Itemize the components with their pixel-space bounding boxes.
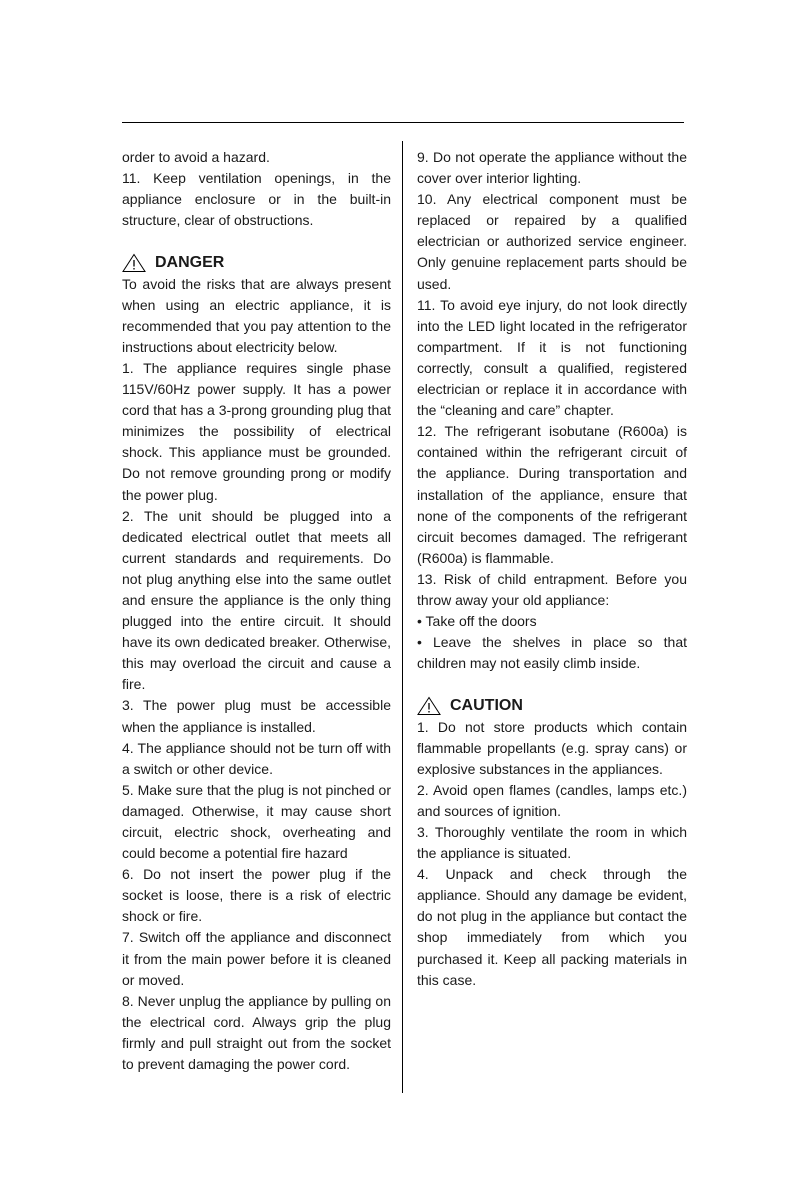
warning-triangle-icon <box>122 253 146 273</box>
paragraph: 4. Unpack and check through the appliance. Should any damage be evident, do not plug in the appliance but contact the shop immediately from which you purchased it. Keep all packing materials in this case. <box>417 866 687 988</box>
top-rule <box>122 122 684 123</box>
caution-heading-text: CAUTION <box>450 697 523 715</box>
column-divider <box>402 141 403 1093</box>
paragraph: 3. The power plug must be accessible when the appliance is installed. <box>122 697 391 735</box>
paragraph: 1. Do not store products which contain flammable propellants (e.g. spray cans) or explosive substances in the appliances. <box>417 718 687 777</box>
paragraph: 11. To avoid eye injury, do not look directly into the LED light located in the refrigerator compartment. If it is not functioning correctly, consult a qualified, registered electrician or replace it in accordance with the “cleaning and care” chapter. <box>417 296 687 419</box>
paragraph: 7. Switch off the appliance and disconnect it from the main power before it is cleaned or moved. <box>122 929 391 988</box>
paragraph: 1. The appliance requires single phase 115V/60Hz power supply. It has a power cord that has a 3-prong grounding plug that minimizes the possibility of electrical shock. This appliance must be grounded. Do not remove grounding prong or modify the power plug. <box>122 359 391 503</box>
left-column <box>122 147 391 1075</box>
bullet-item: • Take off the doors <box>417 613 537 630</box>
paragraph: 3. Thoroughly ventilate the room in which the appliance is situated. <box>417 824 687 862</box>
warning-triangle-icon <box>417 696 441 716</box>
danger-heading-text: DANGER <box>155 254 225 272</box>
bullet-item: • Leave the shelves in place so that children may not easily climb inside. <box>417 634 687 672</box>
paragraph: 5. Make sure that the plug is not pinched or damaged. Otherwise, it may cause short circuit, electric shock, overheating and could become a potential fire hazard <box>122 781 391 862</box>
right-column <box>417 147 687 991</box>
danger-heading <box>122 252 391 273</box>
paragraph: 11. Keep ventilation openings, in the appliance enclosure or in the built-in structure, clear of obstructions. <box>122 170 391 229</box>
paragraph: order to avoid a hazard. <box>122 149 270 165</box>
paragraph: 2. The unit should be plugged into a dedicated electrical outlet that meets all current standards and requirements. Do not plug anything else into the same outlet and ensure the appliance is the only thing plugged into the entire circuit. It should have its own dedicated breaker. Otherwise, this may overload the circuit and cause a fire. <box>122 507 391 693</box>
caution-heading <box>417 695 687 716</box>
paragraph: 8. Never unplug the appliance by pulling on the electrical cord. Always grip the plug firmly and pull straight out from the socket to prevent damaging the power cord. <box>122 992 391 1073</box>
paragraph: 13. Risk of child entrapment. Before you throw away your old appliance: <box>417 570 687 608</box>
paragraph: To avoid the risks that are always present when using an electric appliance, it is recommended that you pay attention to the instructions about electricity below. <box>122 275 391 355</box>
paragraph: 2. Avoid open flames (candles, lamps etc.) and sources of ignition. <box>417 781 687 819</box>
paragraph: 12. The refrigerant isobutane (R600a) is contained within the refrigerant circuit of the appliance. During transportation and installation of the appliance, ensure that none of the components of the refrigerant circuit becomes damaged. The refrigerant (R600a) is flammable. <box>417 423 687 566</box>
paragraph: 4. The appliance should not be turn off with a switch or other device. <box>122 739 391 777</box>
paragraph: 10. Any electrical component must be replaced or repaired by a qualified electrician or authorized service engineer. Only genuine replacement parts should be used. <box>417 191 687 292</box>
paragraph: 6. Do not insert the power plug if the socket is loose, there is a risk of electric shock or fire. <box>122 866 391 925</box>
paragraph: 9. Do not operate the appliance without the cover over interior lighting. <box>417 149 687 187</box>
